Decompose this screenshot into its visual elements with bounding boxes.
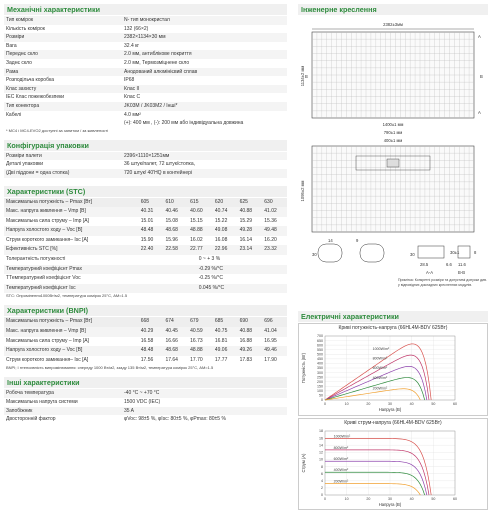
mech-value: 32.4 кг bbox=[124, 42, 140, 49]
mech-label: Вага bbox=[6, 42, 17, 49]
dim-1400: 1400±1 мм bbox=[382, 122, 404, 127]
mech-value: 2382×1134×30 мм bbox=[124, 34, 166, 41]
stc-value: 23.14 bbox=[238, 245, 263, 255]
ops-value: φVoc: 98±5 %, φIsc: 80±5 %, φPmax: 80±5 % bbox=[124, 416, 226, 423]
ops-value: 1500 VDC (IEC) bbox=[124, 399, 161, 405]
stc-extra-value: 0 ~ + 3 % bbox=[198, 256, 221, 263]
stc-value: 40.74 bbox=[213, 207, 238, 217]
stc-value: 49.48 bbox=[262, 226, 287, 236]
stc-label: Напруга холостого ходу – Voc [В] bbox=[4, 226, 139, 236]
stc-row bbox=[4, 217, 287, 227]
stc-extra-label: Температурний коефіцієнт Isc bbox=[4, 284, 139, 294]
stc-value: 40.88 bbox=[238, 207, 263, 217]
bnpi-value: 40.45 bbox=[163, 327, 188, 337]
mech-row bbox=[4, 16, 287, 25]
x-tick-label: 0 bbox=[324, 402, 326, 406]
x-tick-label: 10 bbox=[344, 497, 349, 501]
stc-extra-value: -0.29 %/°С bbox=[139, 265, 287, 275]
section-details bbox=[312, 238, 477, 275]
ops-row bbox=[4, 415, 287, 424]
pack-value: 2396×1110×1251мм bbox=[124, 152, 170, 159]
pack-label: Деталі упаковки bbox=[6, 161, 44, 168]
stc-value: 40.60 bbox=[188, 207, 213, 217]
dim-small-1: 14 bbox=[328, 238, 333, 243]
x-tick-label: 10 bbox=[344, 402, 349, 406]
pv-chart-title: Криві потужність-напруга (66HL4M-BDV 625Вт) bbox=[338, 325, 448, 331]
mech-value: Анодований алюмінієвий сплав bbox=[124, 68, 198, 75]
dim-small-2: 9 bbox=[356, 238, 359, 243]
bnpi-label: Напруга холостого ходу – Voc [В] bbox=[4, 346, 139, 356]
pack-row bbox=[4, 160, 287, 169]
stc-value: 22.77 bbox=[188, 245, 213, 255]
label-b-left: B bbox=[305, 74, 308, 79]
x-tick-label: 60 bbox=[453, 497, 457, 501]
stc-value: 22.58 bbox=[163, 245, 188, 255]
stc-value: 15.96 bbox=[165, 236, 178, 243]
drawing-remark: Примітка: Конкретні розміри та допустимі допуски див. у відповідних докладних кресленнях модулів. bbox=[398, 278, 487, 287]
y-tick-label: 600 bbox=[317, 343, 323, 348]
dim-small-5: 28.5 bbox=[420, 262, 429, 267]
series-label: 400W/m² bbox=[333, 468, 349, 473]
bnpi-value: 16.58 bbox=[140, 337, 154, 344]
mech-label: Кількість комірок bbox=[6, 25, 45, 32]
series-line bbox=[325, 484, 420, 495]
stc-value: 15.29 bbox=[239, 217, 253, 224]
ops-label: Двосторонній фактор bbox=[6, 416, 56, 423]
stc-note: STC: Опромінення1000Вт/м2, температура комірок 25°С, AM=1.5 bbox=[6, 293, 128, 299]
bnpi-value: 16.66 bbox=[165, 337, 178, 344]
bnpi-title: Характеристики (BNPI) bbox=[4, 305, 287, 316]
ops-row bbox=[4, 407, 287, 416]
stc-header-cell: 630 bbox=[262, 198, 287, 208]
stc-section bbox=[4, 186, 287, 300]
y-tick-label: 150 bbox=[317, 384, 323, 389]
mech-row bbox=[4, 25, 287, 34]
stc-value: 15.22 bbox=[214, 217, 228, 224]
mech-row bbox=[4, 76, 287, 85]
stc-value: 16.02 bbox=[190, 236, 203, 243]
stc-row bbox=[4, 226, 287, 236]
bnpi-value: 48.68 bbox=[163, 346, 188, 356]
junction-box bbox=[387, 159, 399, 167]
bnpi-header-row bbox=[4, 317, 287, 327]
section-bb: B-B bbox=[458, 270, 465, 275]
ops-value: 35 A bbox=[124, 407, 135, 414]
bnpi-value: 48.88 bbox=[188, 346, 213, 356]
mech-note: * MC4 і MC4-EVO2 доступні за запитом / за живленості bbox=[6, 127, 109, 133]
mech-value: 4.0 мм² (+): 400 мм , (-): 200 мм або індивідуальна довжина bbox=[124, 111, 244, 127]
ops-value: -40 °С ~ +70 °С bbox=[124, 390, 160, 397]
bnpi-value: 40.88 bbox=[238, 327, 263, 337]
ops-title: Інші характеристики bbox=[4, 377, 287, 388]
stc-value: 48.68 bbox=[163, 226, 188, 236]
series-label: 600W/m² bbox=[333, 457, 349, 462]
label-b-right: B bbox=[480, 74, 483, 79]
bnpi-label: Струм короткого замикання– Isc [A] bbox=[6, 356, 89, 363]
ops-row bbox=[4, 389, 287, 398]
ops-table bbox=[4, 389, 287, 423]
mech-row bbox=[4, 42, 287, 51]
stc-value: 15.36 bbox=[264, 217, 277, 224]
y-tick-label: 350 bbox=[317, 366, 323, 371]
x-tick-label: 60 bbox=[453, 402, 457, 406]
iv-chart-svg bbox=[299, 427, 487, 510]
mech-row bbox=[4, 85, 287, 94]
pack-row bbox=[4, 152, 287, 161]
y-tick-label: 300 bbox=[317, 370, 323, 375]
stc-label: Максимальна сила струму – Imp [A] bbox=[6, 217, 89, 224]
dim-small-8: 30±1 bbox=[450, 250, 460, 255]
series-label: 800W/m² bbox=[333, 445, 349, 450]
stc-value: 49.28 bbox=[238, 226, 263, 236]
bnpi-row bbox=[4, 346, 287, 356]
y-tick-label: 400 bbox=[317, 361, 323, 366]
y-tick-label: 16 bbox=[319, 436, 323, 441]
y-tick-label: 0 bbox=[321, 398, 323, 403]
stc-value: 48.88 bbox=[188, 226, 213, 236]
bnpi-value: 16.95 bbox=[264, 337, 277, 344]
bnpi-value: 17.77 bbox=[214, 356, 228, 363]
x-tick-label: 20 bbox=[366, 402, 371, 406]
bnpi-label: Максимальна сила струму – Imp [A] bbox=[6, 337, 89, 344]
stc-label: Струм короткого замикання– Isc [A] bbox=[6, 236, 89, 243]
y-tick-label: 450 bbox=[317, 357, 323, 362]
dim-small-4: 30 bbox=[410, 252, 415, 257]
y-tick-label: 14 bbox=[319, 443, 323, 448]
bnpi-row bbox=[4, 356, 287, 366]
dim-height: 1134±2 мм bbox=[300, 65, 305, 87]
mech-row bbox=[4, 111, 287, 128]
label-a-bottom: A bbox=[478, 110, 481, 115]
y-tick-label: 2 bbox=[321, 486, 323, 491]
bnpi-value: 17.90 bbox=[264, 356, 277, 363]
ops-label: Максимальна напруга системи bbox=[6, 399, 78, 405]
electrical-title: Електричні характеристики bbox=[298, 311, 488, 322]
stc-extra-label: Температурний коефіцієнт Pmax bbox=[4, 265, 139, 275]
y-tick-label: 100 bbox=[317, 389, 323, 394]
mech-row bbox=[4, 68, 287, 77]
bnpi-header-cell: 696 bbox=[262, 317, 287, 327]
stc-header-row bbox=[4, 198, 287, 208]
stc-extra-value: -0.25 %/°С bbox=[198, 275, 223, 282]
bnpi-value: 49.46 bbox=[262, 346, 287, 356]
dim-small-3: 30 bbox=[312, 252, 317, 257]
drawing-svg bbox=[298, 16, 488, 306]
stc-extra-row bbox=[4, 274, 287, 284]
stc-row bbox=[4, 207, 287, 217]
bnpi-row bbox=[4, 327, 287, 337]
stc-value: 15.08 bbox=[165, 217, 178, 224]
x-tick-label: 30 bbox=[388, 497, 392, 501]
series-label: 800W/m² bbox=[372, 356, 388, 361]
x-tick-label: 0 bbox=[324, 497, 326, 501]
section-aa: A-A bbox=[426, 270, 433, 275]
drawings-title: Інженерне креслення bbox=[298, 4, 488, 15]
stc-table bbox=[4, 198, 287, 294]
stc-value: 23.32 bbox=[262, 245, 287, 255]
stc-value: 16.20 bbox=[264, 236, 277, 243]
stc-extra-label: ТТемпературний коефіцієнт Voc bbox=[6, 275, 81, 282]
y-tick-label: 200 bbox=[317, 379, 323, 384]
y-tick-label: 10 bbox=[319, 457, 323, 462]
right-column bbox=[298, 4, 488, 510]
dim-small-6: 6.6 bbox=[446, 262, 452, 267]
ops-label: Запобіжник bbox=[6, 407, 33, 414]
bnpi-header-cell: Максимальна потужність – Pmax [Вт] bbox=[4, 317, 139, 327]
stc-title: Характеристики (STC) bbox=[4, 186, 287, 197]
series-label: 400W/m² bbox=[372, 376, 388, 381]
iv-chart-title: Криві струм-напруга (66HL4M-BDV 625Вт) bbox=[344, 420, 442, 426]
bnpi-value: 17.70 bbox=[190, 356, 203, 363]
mech-value: Клас ІІ bbox=[124, 85, 140, 92]
mech-value: N- тип монокристал bbox=[124, 17, 170, 23]
left-column bbox=[4, 4, 287, 424]
mech-value: 2.0 мм, Термозміцнене скло bbox=[124, 59, 190, 66]
y-axis-label: Струм (A) bbox=[301, 453, 306, 473]
mech-label: Тип конектора bbox=[6, 102, 40, 109]
dim-790: 790±1 мм bbox=[383, 130, 403, 135]
mech-label: Клас захисту bbox=[6, 85, 37, 92]
bnpi-value: 16.88 bbox=[239, 337, 253, 344]
ops-label: Робоча температура bbox=[6, 390, 54, 397]
mech-label: Переднє скло bbox=[6, 51, 38, 58]
pack-section bbox=[4, 140, 287, 178]
y-tick-label: 550 bbox=[317, 347, 323, 352]
stc-value: 22.40 bbox=[139, 245, 164, 255]
pack-label: Розміри палети bbox=[6, 152, 42, 159]
series-label: 1000W/m² bbox=[333, 434, 351, 439]
mech-label: Тип комірок bbox=[6, 17, 34, 23]
mech-value: Клас С bbox=[124, 94, 141, 101]
mech-row bbox=[4, 33, 287, 42]
stc-value: 15.90 bbox=[140, 236, 154, 243]
stc-value: 40.46 bbox=[163, 207, 188, 217]
stc-label: Ефективність STC [%] bbox=[4, 245, 139, 255]
dim-small-9: 8 bbox=[474, 250, 477, 255]
series-label: 600W/m² bbox=[372, 366, 388, 371]
bnpi-header-cell: 685 bbox=[213, 317, 238, 327]
y-tick-label: 6 bbox=[321, 471, 323, 476]
x-tick-label: 20 bbox=[366, 497, 371, 501]
stc-extra-value: 0.045 %/°С bbox=[139, 284, 287, 294]
bnpi-value: 17.83 bbox=[239, 356, 253, 363]
bnpi-header-cell: 674 bbox=[163, 317, 188, 327]
pack-title: Конфігурація упаковки bbox=[4, 140, 287, 151]
pack-row bbox=[4, 169, 287, 178]
mech-value: IP68 bbox=[124, 77, 135, 84]
bnpi-value: 17.56 bbox=[140, 356, 154, 363]
y-tick-label: 650 bbox=[317, 338, 323, 343]
dim-width: 2382±3мм bbox=[383, 22, 403, 27]
stc-label: Макс. напруга живлення – Vmp [В] bbox=[4, 207, 139, 217]
y-tick-label: 12 bbox=[319, 450, 323, 455]
stc-value: 16.08 bbox=[214, 236, 228, 243]
stc-header-cell: 620 bbox=[213, 198, 238, 208]
series-label: 200W/m² bbox=[372, 386, 388, 391]
bnpi-value: 48.48 bbox=[139, 346, 164, 356]
bnpi-value: 49.26 bbox=[238, 346, 263, 356]
y-axis-label: Потужність (Вт) bbox=[301, 352, 306, 384]
pv-chart bbox=[298, 323, 488, 416]
stc-extra-label: Толерантність потужності bbox=[6, 256, 66, 263]
y-tick-label: 250 bbox=[317, 375, 323, 380]
stc-row bbox=[4, 236, 287, 246]
x-tick-label: 40 bbox=[409, 497, 414, 501]
mech-title: Механічні характеристики bbox=[4, 4, 287, 15]
series-label: 1000W/m² bbox=[372, 347, 390, 352]
y-tick-label: 50 bbox=[319, 393, 323, 398]
x-axis-label: Напруга (В) bbox=[378, 502, 402, 507]
mech-value: 2.0 мм, антиблікове покриття bbox=[124, 51, 192, 58]
ops-row bbox=[4, 398, 287, 407]
mech-value: JK03M / JK03M2 / Інші* bbox=[124, 102, 178, 109]
mech-row bbox=[4, 50, 287, 59]
mech-value: 132 (66×2) bbox=[124, 25, 149, 32]
mech-label: Рама bbox=[6, 68, 19, 75]
mech-row bbox=[4, 59, 287, 68]
series-label: 200W/m² bbox=[333, 479, 349, 484]
bnpi-note: BNPI; І нтенсивність випромінювання: спереду 1000 Вт/м2, ззаду 135 Вт/м2, температура комірок 25°С, AM=1.5 bbox=[6, 365, 214, 371]
x-axis-label: Напруга (В) bbox=[378, 407, 402, 412]
y-tick-label: 18 bbox=[319, 429, 323, 434]
y-tick-label: 8 bbox=[321, 464, 323, 469]
stc-value: 16.14 bbox=[239, 236, 253, 243]
stc-value: 40.31 bbox=[139, 207, 164, 217]
mech-row bbox=[4, 102, 287, 111]
dim-small-7: 11.6 bbox=[458, 262, 466, 267]
pack-label: (Дві піддони = одна стопка) bbox=[6, 169, 70, 176]
bnpi-header-cell: 679 bbox=[188, 317, 213, 327]
y-tick-label: 500 bbox=[317, 352, 323, 357]
bnpi-value: 16.73 bbox=[190, 337, 203, 344]
bnpi-row bbox=[4, 337, 287, 347]
bnpi-value: 17.64 bbox=[165, 356, 178, 363]
stc-extra-row bbox=[4, 265, 287, 275]
bnpi-section bbox=[4, 305, 287, 371]
stc-value: 48.48 bbox=[139, 226, 164, 236]
bnpi-value: 40.29 bbox=[139, 327, 164, 337]
bnpi-value: 41.04 bbox=[262, 327, 287, 337]
mech-label: Кабелі bbox=[6, 111, 22, 118]
pv-chart-svg bbox=[299, 332, 487, 416]
stc-extra-row bbox=[4, 284, 287, 294]
ops-section bbox=[4, 377, 287, 423]
stc-header-cell: 610 bbox=[163, 198, 188, 208]
label-a-top: A bbox=[478, 34, 481, 39]
x-tick-label: 30 bbox=[388, 402, 392, 406]
bnpi-table bbox=[4, 317, 287, 365]
y-tick-label: 0 bbox=[321, 493, 323, 498]
mech-label: Заднє скло bbox=[6, 59, 32, 66]
iv-chart bbox=[298, 418, 488, 510]
stc-value: 41.02 bbox=[262, 207, 287, 217]
y-tick-label: 4 bbox=[321, 478, 323, 483]
engineering-drawing bbox=[298, 16, 488, 311]
bnpi-header-cell: 690 bbox=[238, 317, 263, 327]
mech-section bbox=[4, 4, 287, 134]
dim-400: 400±1 мм bbox=[383, 138, 403, 143]
stc-header-cell: 625 bbox=[238, 198, 263, 208]
bnpi-value: 16.81 bbox=[214, 337, 228, 344]
bnpi-value: 40.59 bbox=[188, 327, 213, 337]
stc-value: 49.08 bbox=[213, 226, 238, 236]
dim-1095: 1095±2 мм bbox=[300, 180, 305, 202]
x-tick-label: 50 bbox=[431, 402, 436, 406]
mech-label: IEC Клас пожежобезпеки bbox=[6, 94, 65, 101]
mech-label: Розподільча коробка bbox=[6, 77, 55, 84]
stc-header-cell: 615 bbox=[188, 198, 213, 208]
pack-value: 720 штук/ 40'HQ в контейнері bbox=[124, 169, 193, 176]
bnpi-value: 40.75 bbox=[213, 327, 238, 337]
bnpi-header-cell: 668 bbox=[139, 317, 164, 327]
mech-label: Розміри bbox=[6, 34, 25, 41]
y-tick-label: 700 bbox=[317, 334, 323, 339]
mech-table bbox=[4, 16, 287, 128]
stc-header-cell: Максимальна потужність – Pmax [Вт] bbox=[4, 198, 139, 208]
stc-value: 15.01 bbox=[140, 217, 154, 224]
bnpi-value: 49.06 bbox=[213, 346, 238, 356]
stc-extra-row bbox=[4, 255, 287, 265]
pack-value: 36 штук/палет, 72 штук/стопка, bbox=[124, 161, 195, 168]
x-tick-label: 40 bbox=[409, 402, 414, 406]
stc-value: 15.15 bbox=[190, 217, 203, 224]
pack-table bbox=[4, 152, 287, 178]
stc-header-cell: 605 bbox=[139, 198, 164, 208]
bnpi-label: Макс. напруга живлення – Vmp [В] bbox=[4, 327, 139, 337]
mech-row bbox=[4, 93, 287, 102]
x-tick-label: 50 bbox=[431, 497, 436, 501]
stc-row bbox=[4, 245, 287, 255]
stc-value: 22.96 bbox=[213, 245, 238, 255]
